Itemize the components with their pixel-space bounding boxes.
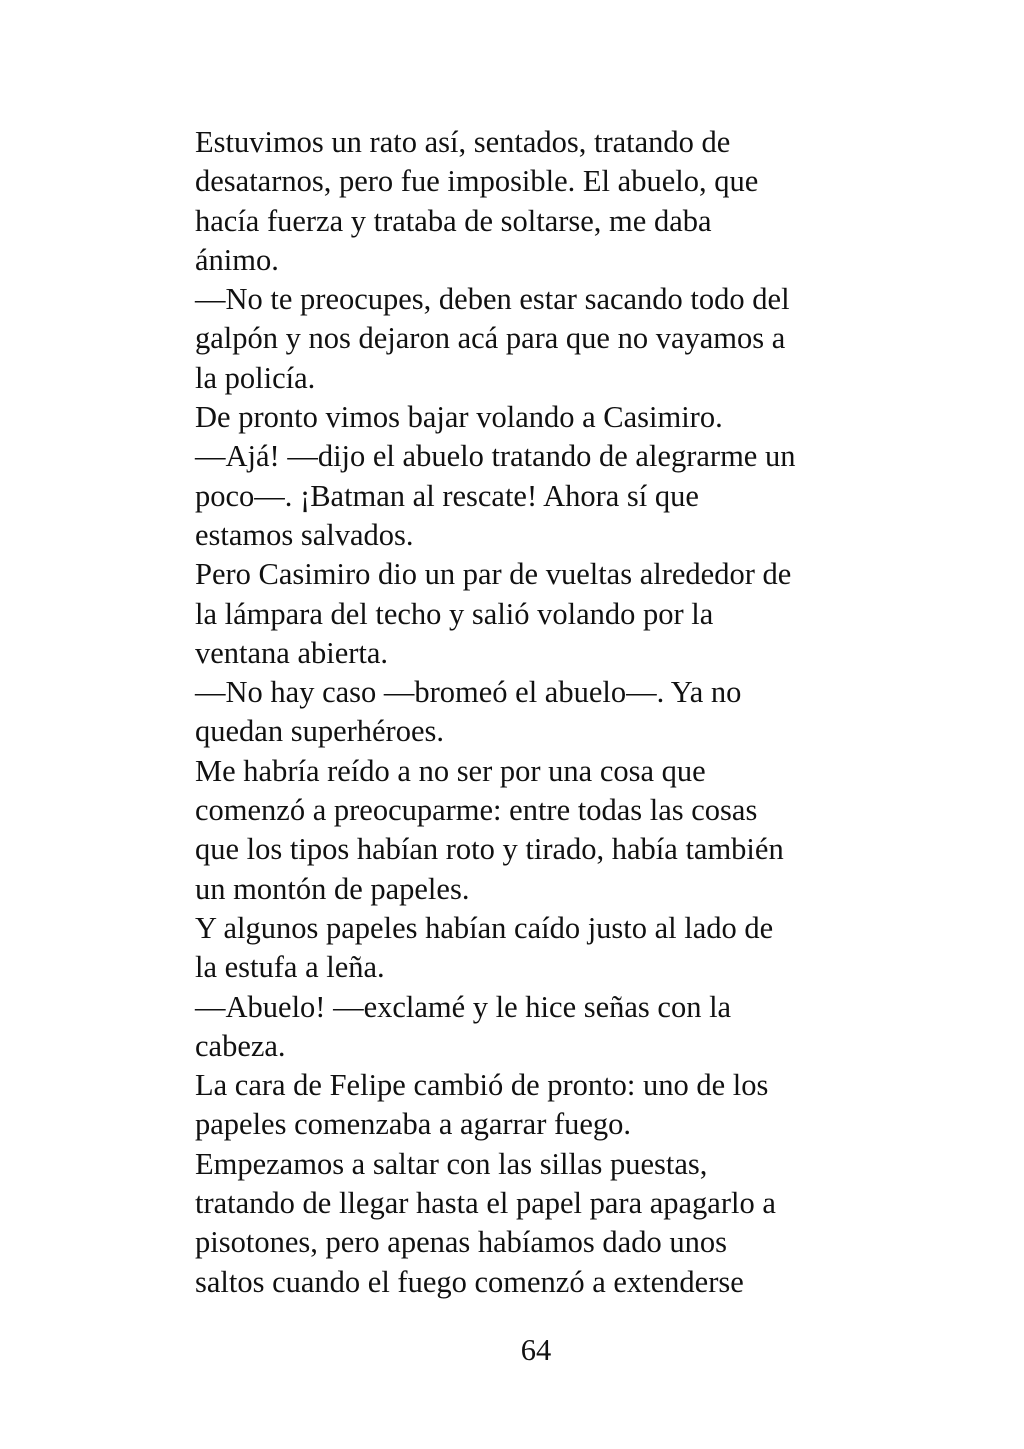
text-line: hacía fuerza y trataba de soltarse, me daba bbox=[195, 203, 712, 238]
text-line: poco—. ¡Batman al rescate! Ahora sí que bbox=[195, 478, 699, 513]
text-line: Empezamos a saltar con las sillas puestas, bbox=[195, 1146, 708, 1181]
text-line: la lámpara del techo y salió volando por la bbox=[195, 596, 714, 631]
text-line: ánimo. bbox=[195, 242, 279, 277]
text-line: papeles comenzaba a agarrar fuego. bbox=[195, 1107, 632, 1142]
text-line: Estuvimos un rato así, sentados, tratando de bbox=[195, 125, 731, 159]
text-line: —No hay caso —bromeó el abuelo—. Ya no bbox=[195, 675, 742, 710]
text-line: —No te preocupes, deben estar sacando todo del bbox=[195, 282, 790, 317]
text-line: —Ajá! —dijo el abuelo tratando de alegrarme un bbox=[195, 439, 796, 474]
text-line: La cara de Felipe cambió de pronto: uno de los bbox=[195, 1068, 769, 1103]
text-line: ventana abierta. bbox=[195, 635, 389, 670]
text-line: que los tipos habían roto y tirado, había también bbox=[195, 832, 784, 867]
body-text bbox=[195, 123, 895, 1302]
text-line: saltos cuando el fuego comenzó a extenderse bbox=[195, 1264, 744, 1299]
text-line: un montón de papeles. bbox=[195, 871, 470, 906]
text-line: —Abuelo! —exclamé y le hice señas con la bbox=[195, 989, 732, 1024]
text-line: comenzó a preocuparme: entre todas las cosas bbox=[195, 793, 758, 828]
text-line: la estufa a leña. bbox=[195, 950, 385, 985]
text-line: la policía. bbox=[195, 360, 316, 395]
text-line: tratando de llegar hasta el papel para apagarlo a bbox=[195, 1186, 776, 1221]
text-line: estamos salvados. bbox=[195, 517, 414, 552]
page-number: 64 bbox=[520, 1333, 552, 1367]
text-line: pisotones, pero apenas habíamos dado unos bbox=[195, 1225, 727, 1260]
text-line: galpón y nos dejaron acá para que no vayamos a bbox=[195, 321, 786, 356]
text-line: Pero Casimiro dio un par de vueltas alrededor de bbox=[195, 557, 792, 592]
text-line: De pronto vimos bajar volando a Casimiro. bbox=[195, 400, 723, 435]
text-line: cabeza. bbox=[195, 1028, 286, 1063]
text-line: Me habría reído a no ser por una cosa que bbox=[195, 753, 706, 788]
text-line: desatarnos, pero fue imposible. El abuelo, que bbox=[195, 164, 759, 199]
text-line: quedan superhéroes. bbox=[195, 714, 444, 749]
text-line: Y algunos papeles habían caído justo al lado de bbox=[195, 910, 774, 945]
